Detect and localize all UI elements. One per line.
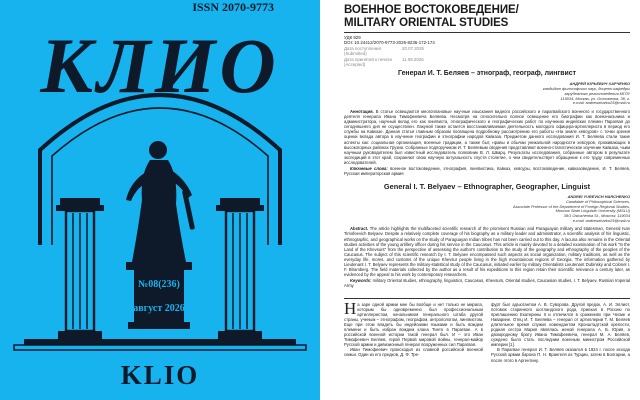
abstract-en-text: The article highlights the multifaceted scientific research of the prominent Russian and Paraguayan military and statesman, General Ivan Timofeevich Belyaev. Despite a relatively complete coverage of his biography as a military leader and administrator, a scientific analysis of his linguistic, ethnographic, and geographical works on the study of Paraguayan Indian tribes has not been carried out to this day. A lacuna also remains in the Oriental studies activities of the young artillery officer during his service in the Caucasus. This article is mainly devoted to a detailed examination of his work "In the Land of the Khevsurs" from the perspective of assessing the author's contribution to the study of the geography and ethnography of the peoples of the Caucasus. The subject of this scientific research by I. T. Belyaev encompassed such aspects as social organization, military traditions, as well as the everyday life, mores, and customs of the unique Khevsur people living in the high mountainous regions of Georgia. The information gathered by Lieutenant I. T. Belyaev represents the military-statistical study of the Caucasus, initiated earlier by military Orientalists Lieutenant Dubinsky and Colonel I. F. Blramberg. The field materials collected by the author as a result of his expeditions to this region retain their scientific relevance a century later, as evidenced by the appeal to his work by contemporary researchers. <box>344 226 630 278</box>
author-line-ru: зарубежного регионоведения МГЛУ <box>564 90 630 96</box>
body-paragraph: Иван Тимофеевич происходил из славной российской военной семьи. Один из его предков, Д. Ф. Тре- <box>344 347 483 358</box>
keywords-ru <box>344 166 630 176</box>
author-line-ru: 119034, Москва, ул. Остоженка, 38, г. <box>560 95 630 101</box>
author-block-ru <box>344 82 630 106</box>
article-meta <box>344 35 630 67</box>
author-line-en: Moscow State Linguistic University (MSLU) <box>555 208 630 214</box>
author-email-ru: e-mail: andrewzharko25@mail.ru <box>572 100 630 106</box>
author-email-en: e-mail: andrewzharko25@mail.ru <box>572 217 630 223</box>
article-title-ru: Генерал И. Т. Беляев – этнограф, географ, лингвист <box>398 70 576 78</box>
keywords-en-text: military Oriental studies, ethnography, linguistics, Caucasus, Khevsurs, Oriental studies, Caucasian studies, I. T. Belyaev, Russian Imperial Army <box>344 278 630 289</box>
submitted-row <box>344 46 630 57</box>
author-line-ru: кандидат философских наук, доцент кафедры <box>542 86 630 92</box>
abstract-ru <box>344 109 630 165</box>
submitted-date: 20.07.2026 <box>402 45 424 51</box>
author-name-ru: АНДРЕЙ ЮРЬЕВИЧ ХАРЧЕНКО <box>569 81 630 87</box>
keywords-ru-label: Ключевые слова: <box>350 165 388 171</box>
accepted-label: Дата принятия к печати (Accepted) <box>344 56 392 68</box>
abstract-ru-text: В статье освещаются многоплановые научные изыскания видного российского и парагвайского военного и государственного деятеля генерала Ивана Тимофеевича Беляева. Несмотря на относительно полное освещение его биографии как военачальника и администратора, научный вклад его как лингвиста, этнографического и географических работ по изучению индейских племен Парагвая до сегодняшнего дня не осуществлен. Лакуной также остается восстанавливаемая деятельность молодого офицера-артиллериста в период его службы на Кавказе. Данная статья главным образом посвящена подробному рассмотрению его работы «На земле хевсуров» с точки зрения оценки вклада автора в изучение географии и этнографии народов Кавказа. Предметом данного исследования И. Т. Беляева стали такие аспекты как: социальная организация, военные традиции, а также быт, нравы и обычаи уникальной народности хевсуров, проживающих в высокогорных районах Грузии. Собранные подпоручиком И. Т. Беляевым сведения представляют военно-статистическое изучение Кавказа, чьим научным руководителем был известный исследователь полковник В. Л. Шварц. Результаты исследования, собранные автором в результате экспедиций в этот край, сохраняют свою научную актуальность спустя столетие, о чем свидетельствует обращение к его труду современных исследователей. <box>344 108 631 165</box>
cover-left-column <box>56 198 104 339</box>
author-block-en <box>344 195 630 223</box>
accepted-date: 11.08.2026 <box>402 56 424 62</box>
article-title-en: General I. T. Belyaev – Ethnographer, Geographer, Linguist <box>383 182 591 192</box>
cover-step-top <box>24 339 296 345</box>
submitted-label: Дата поступления (Submitted) <box>344 45 381 57</box>
author-name-en: ANDREI YUREVICH HARCHENKO <box>567 194 630 200</box>
author-line-en: 38/1 Ostozhenka St., Moscow, 119034 <box>563 212 630 218</box>
keywords-ru-text: военное востоковедение, этнография, лингвистика, Кавказ, хевсуры, востоковедение, кавказоведение, И. Т. Беляев, Русская императорская армия <box>344 165 630 177</box>
author-line-en: Associate Professor of the Department of Foreign Regional Studies, <box>513 203 630 209</box>
accepted-row <box>344 57 630 68</box>
cover-step-bottom <box>14 345 306 350</box>
cover-issue-date: август 2026 <box>133 303 185 314</box>
cover-issn: ISSN 2070-9773 <box>192 0 274 14</box>
body-text: а заре одной армии мне бы вообще и нет только не мирала, которым бы одновременно был профессиональным артиллеристом, начальником генерального штаба другой страны, ученым – этнографом, географом, антропологом, лингвистом. Еще при этом владеть бы индейскими языками и быть вождем племени и быть избран вождем клана Тинто в Парагвае. А в российской военной истории такой генерал был. И – это Иван Тимофеевич Беляев, герой Первой мировой войны, генерал-майор Русской армии и дивизионный генерал вооруженных сил Парагвая. <box>344 301 483 348</box>
body-paragraph: фурт был адъютантом А. В. Суворова. Другой предок, А. И. Эллиот, потомок старинного шотландского рода, приехал в Россию по приглашению Екатерины II и отличился в сражениях при Чесме и Наварине. Отец И. Т. Беляева – генерал от артиллерии Т. М. Беляев длительное время служил комендантом Кронштадтской крепости, родная сестра Мария являлась женой генерала А. Б. Юрия, а двоюродному брату Ивана Тимофеевича, генерал М. А. Беляев, суждено было стать последним военным министром Российской империи [1]. <box>491 301 630 348</box>
rubric-ru: ВОЕННОЕ ВОСТОКОВЕДЕНИЕ/ <box>344 4 519 16</box>
drop-cap: Н <box>344 298 357 318</box>
cover-issue-number: №08(236) <box>138 279 180 290</box>
body-paragraph <box>344 298 483 348</box>
article-body <box>344 298 630 363</box>
author-line-en: Candidate of Philosophical Sciences, <box>565 198 630 204</box>
keywords-en-label: Keywords: <box>350 278 372 284</box>
rubric-divider <box>344 32 630 33</box>
cover-title-cyrillic: КЛИО <box>40 22 280 109</box>
keywords-en <box>344 278 630 288</box>
rubric-en: MILITARY ORIENTAL STUDIES <box>344 16 509 29</box>
body-column-right <box>491 302 630 363</box>
abstract-en-label: Abstract. <box>350 226 369 232</box>
body-paragraph: В Парагвае генерал И. Т. Беляев оказался в 1924 г. после исхода Русской армии барона П. Н. Врангеля из Турции, затем в Болгарии, а после этого в Аргентину. <box>491 347 630 363</box>
cover-right-column <box>216 198 264 339</box>
muse-statue-icon <box>126 141 195 329</box>
cover-title-latin: KLIO <box>120 360 200 390</box>
abstract-en <box>344 226 630 277</box>
abstract-ru-label: Аннотация. <box>350 108 374 114</box>
article-page <box>320 0 640 400</box>
doi-code: DOI: 10.24412/2070-9773-2026-8236-172-174 <box>344 40 435 46</box>
udc-code: УДК 929 <box>344 35 361 40</box>
body-column-left <box>344 298 483 363</box>
